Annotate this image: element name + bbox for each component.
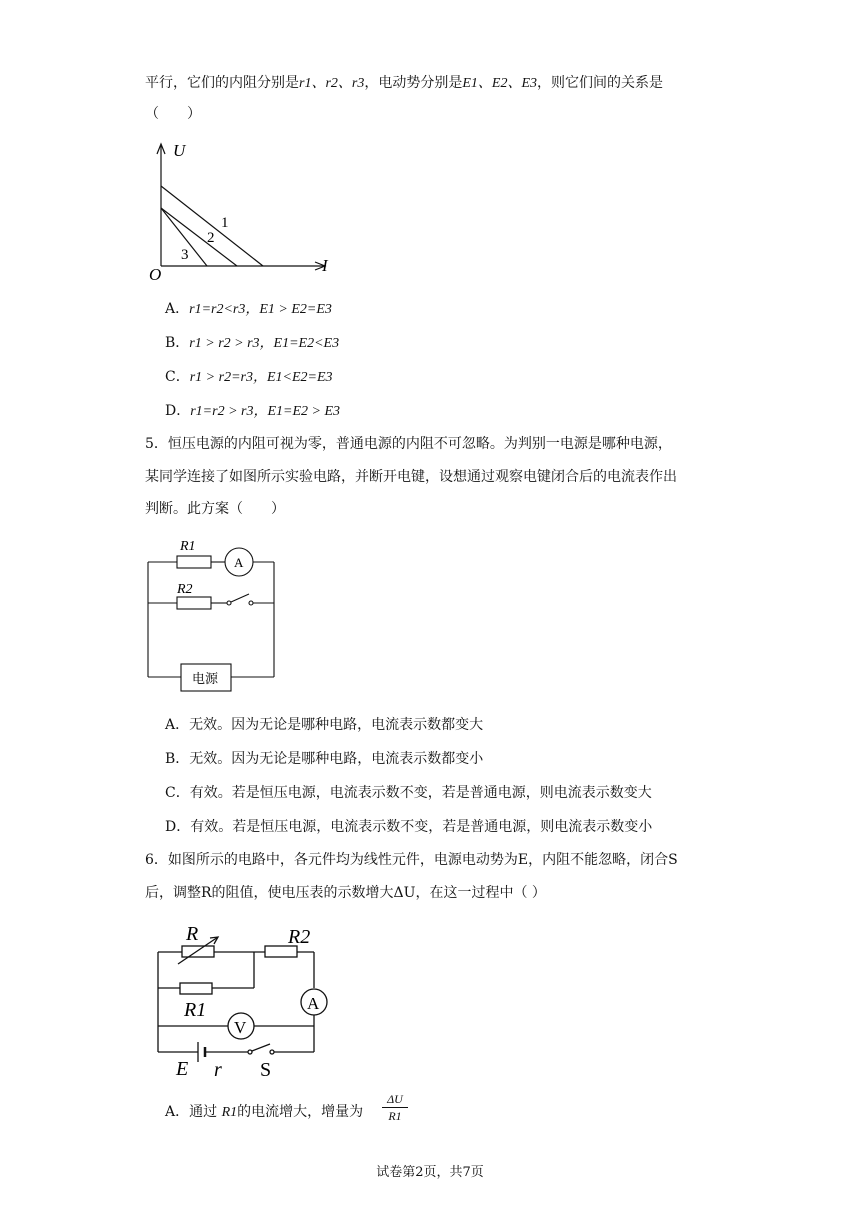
line-1-label: 1 bbox=[221, 215, 229, 231]
u-axis-label: U bbox=[173, 141, 186, 160]
q6-emf-label: E bbox=[176, 1058, 189, 1080]
page-footer: 试卷第2页，共7页 bbox=[376, 1165, 484, 1180]
q4-ui-graph bbox=[145, 140, 345, 284]
q6-stem-line2: 后，调整R的阻值，使电压表的示数增大ΔU，在这一过程中（ ） bbox=[145, 885, 546, 901]
q4-r-list: r1、r2、r3 bbox=[299, 76, 365, 91]
q5-circuit bbox=[145, 537, 285, 697]
q5-stem-line3: 判断。此方案（ ） bbox=[145, 501, 285, 517]
q5-number: 5． bbox=[145, 436, 168, 452]
i-axis-label: I bbox=[322, 256, 328, 275]
q6-stem-line1: 6．如图所示的电路中，各元件均为线性元件，电源电动势为E，内阻不能忽略，闭合S bbox=[145, 852, 678, 868]
q5-option-d[interactable]: D．有效。若是恒压电源，电流表示数不变，若是普通电源，则电流表示数变小 bbox=[165, 819, 653, 835]
q4-option-c[interactable]: C．r1 > r2=r3，E1<E2=E3 bbox=[165, 369, 333, 385]
q6-number: 6． bbox=[145, 852, 168, 868]
q5-stem-line1: 5．恒压电源的内阻可视为零，普通电源的内阻不可忽略。为判别一电源是哪种电源， bbox=[145, 436, 672, 452]
q4-answer-blank: （ ） bbox=[145, 106, 201, 122]
origin-label: O bbox=[149, 265, 162, 284]
q4-option-d[interactable]: D．r1=r2 > r3，E1=E2 > E3 bbox=[165, 403, 341, 419]
q5-ammeter-label: A bbox=[234, 555, 244, 570]
q5-option-c[interactable]: C．有效。若是恒压电源，电流表示数不变，若是普通电源，则电流表示数变大 bbox=[165, 785, 652, 801]
q5-option-a[interactable]: A．无效。因为无论是哪种电路，电流表示数都变大 bbox=[165, 717, 484, 733]
q6-switch-label: S bbox=[260, 1059, 272, 1081]
q6-switch-blade bbox=[252, 1044, 270, 1051]
q6-rheostat-r bbox=[182, 946, 214, 957]
q6-r1-label: R1 bbox=[184, 999, 207, 1021]
q6-r-label: R bbox=[186, 923, 199, 945]
q4-option-b[interactable]: B．r1 > r2 > r3，E1=E2<E3 bbox=[165, 335, 340, 351]
q5-source-label: 电源 bbox=[192, 671, 219, 686]
q6-option-a-fraction: ΔU R1 bbox=[382, 1091, 408, 1124]
q5-r1-label: R1 bbox=[180, 539, 196, 554]
q6-option-a[interactable]: A．通过 R1的电流增大，增量为 bbox=[165, 1104, 364, 1120]
q5-stem-line2: 某同学连接了如图所示实验电路，并断开电键，设想通过观察电键闭合后的电流表作出 bbox=[145, 469, 677, 485]
q5-resistor-r1 bbox=[177, 556, 211, 568]
line-3-label: 3 bbox=[181, 247, 189, 263]
q5-option-b[interactable]: B．无效。因为无论是哪种电路，电流表示数都变小 bbox=[165, 751, 484, 767]
q6-voltmeter-label: V bbox=[234, 1018, 247, 1037]
line-2-label: 2 bbox=[207, 230, 215, 246]
q5-switch-blade bbox=[231, 594, 249, 602]
q6-r2-label: R2 bbox=[288, 926, 311, 948]
q5-r2-label: R2 bbox=[177, 582, 193, 597]
q4-stem-line1: 平行，它们的内阻分别是r1、r2、r3，电动势分别是E1、E2、E3，则它们间的关系是 bbox=[145, 75, 664, 91]
q6-resistor-r1 bbox=[180, 983, 212, 994]
q6-ammeter-label: A bbox=[307, 994, 320, 1013]
q6-circuit bbox=[150, 920, 330, 1080]
q4-e-list: E1、E2、E3 bbox=[462, 76, 538, 91]
q5-switch-contact bbox=[227, 601, 231, 605]
q4-option-a[interactable]: A．r1=r2<r3，E1 > E2=E3 bbox=[165, 301, 332, 317]
graph-line-1 bbox=[161, 186, 263, 266]
q5-resistor-r2 bbox=[177, 597, 211, 609]
q6-internal-label: r bbox=[214, 1059, 222, 1081]
